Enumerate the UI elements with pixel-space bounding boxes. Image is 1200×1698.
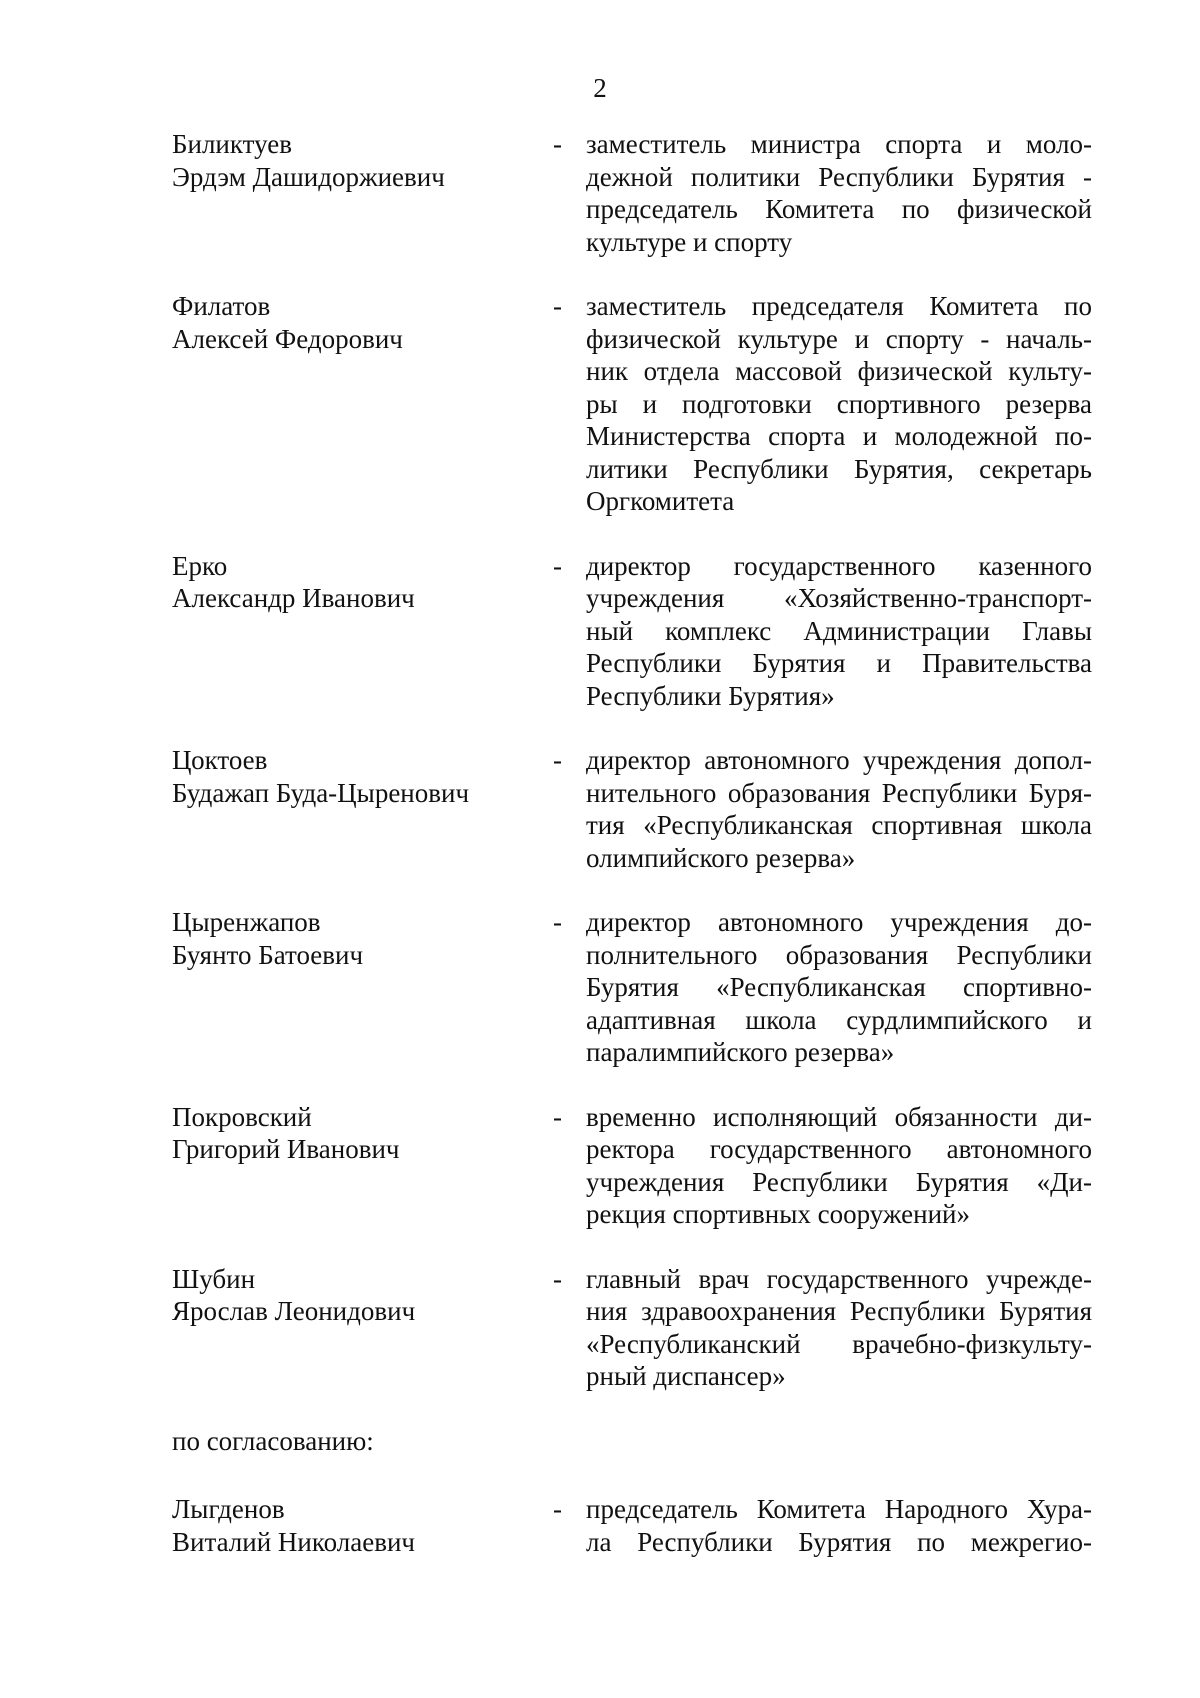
member-position-line: председатель Комитета по физической xyxy=(586,194,1092,224)
member-position-line: директор государственного казенного xyxy=(586,550,1092,581)
member-position xyxy=(586,744,1092,874)
member-entry xyxy=(172,744,1092,874)
member-given-name: Буянто Батоевич xyxy=(172,939,364,970)
member-given-name: Ярослав Леонидович xyxy=(172,1296,416,1326)
member-position-line: литики Республики Бурятия, секретарь xyxy=(586,453,1092,484)
member-position-line: рный диспансер» xyxy=(586,1361,786,1391)
member-surname: Шубин xyxy=(172,1263,256,1294)
agreement-label: по согласованию: xyxy=(172,1425,374,1456)
member-name xyxy=(172,1493,552,1558)
member-dash: - xyxy=(553,1101,562,1132)
member-position-line: олимпийского резерва» xyxy=(586,842,856,873)
member-given-name: Григорий Иванович xyxy=(172,1134,400,1164)
member-position xyxy=(586,550,1092,713)
member-position xyxy=(586,1101,1092,1231)
member-position-line: Республики Бурятия и Правительства xyxy=(586,648,1092,678)
member-position-line: паралимпийского резерва» xyxy=(586,1037,895,1067)
member-position-line: председатель Комитета Народного Хура- xyxy=(586,1494,1092,1524)
member-surname: Ерко xyxy=(172,550,228,581)
member-name xyxy=(172,906,552,971)
member-position xyxy=(586,290,1092,518)
member-position-line: физической культуре и спорту - началь- xyxy=(586,323,1092,354)
member-surname: Покровский xyxy=(172,1101,312,1132)
member-position-line: рекция спортивных сооружений» xyxy=(586,1199,970,1229)
member-position-line: ры и подготовки спортивного резерва xyxy=(586,388,1092,419)
member-dash: - xyxy=(553,1263,562,1294)
member-position-line: временно исполняющий обязанности ди- xyxy=(586,1101,1092,1132)
member-dash: - xyxy=(553,1494,562,1524)
member-position xyxy=(586,1263,1092,1393)
member-name xyxy=(172,290,552,355)
member-list xyxy=(172,128,1092,1590)
member-position-line: ния здравоохранения Республики Бурятия xyxy=(586,1296,1092,1326)
member-position-line: главный врач государственного учрежде- xyxy=(586,1263,1092,1294)
member-dash: - xyxy=(553,907,562,937)
member-surname: Цоктоев xyxy=(172,745,268,775)
member-entry xyxy=(172,1101,1092,1231)
member-position-line: заместитель министра спорта и моло- xyxy=(586,129,1092,159)
page-number: 2 xyxy=(593,73,607,103)
member-surname: Филатов xyxy=(172,291,271,321)
member-dash: - xyxy=(553,745,562,775)
member-surname: Лыгденов xyxy=(172,1494,285,1524)
member-position-line: учреждения Республики Бурятия «Ди- xyxy=(586,1166,1092,1197)
member-dash: - xyxy=(553,291,562,321)
member-given-name: Александр Иванович xyxy=(172,583,415,613)
member-name xyxy=(172,744,552,809)
member-position-line: адаптивная школа сурдлимпийского и xyxy=(586,1004,1092,1035)
member-given-name: Виталий Николаевич xyxy=(172,1526,415,1557)
member-position-line: Министерства спорта и молодежной по- xyxy=(586,421,1092,451)
member-name xyxy=(172,550,552,615)
member-given-name: Будажап Буда-Цыренович xyxy=(172,777,470,808)
member-position-line: «Республиканский врачебно-физкульту- xyxy=(586,1328,1092,1359)
member-name xyxy=(172,1101,552,1166)
member-dash: - xyxy=(553,129,562,159)
member-position xyxy=(586,128,1092,258)
member-position-line: культуре и спорту xyxy=(586,226,793,257)
member-dash: - xyxy=(553,550,562,581)
member-position-line: ла Республики Бурятия по межрегио- xyxy=(586,1526,1092,1557)
member-name xyxy=(172,128,552,193)
member-given-name: Алексей Федорович xyxy=(172,323,403,354)
member-position xyxy=(586,1493,1092,1558)
member-entry xyxy=(172,128,1092,258)
member-position-line: заместитель председателя Комитета по xyxy=(586,291,1092,321)
member-entry xyxy=(172,1263,1092,1393)
member-position-line: Республики Бурятия» xyxy=(586,680,835,711)
member-surname: Биликтуев xyxy=(172,129,292,159)
member-position-line: Оргкомитета xyxy=(586,486,735,516)
member-position-line: Бурятия «Республиканская спортивно- xyxy=(586,972,1092,1002)
member-entry xyxy=(172,550,1092,713)
member-position-line: ник отдела массовой физической культу- xyxy=(586,356,1092,386)
member-position-line: учреждения «Хозяйственно-транспорт- xyxy=(586,583,1092,613)
member-position-line: директор автономного учреждения до- xyxy=(586,907,1092,937)
member-name xyxy=(172,1263,552,1328)
member-entry xyxy=(172,906,1092,1069)
member-position-line: нительного образования Республики Буря- xyxy=(586,777,1092,808)
member-position-line: дежной политики Республики Бурятия - xyxy=(586,161,1092,192)
member-list-main xyxy=(172,128,1092,1393)
member-entry xyxy=(172,1493,1092,1558)
member-position-line: ный комплекс Администрации Главы xyxy=(586,615,1092,646)
member-given-name: Эрдэм Дашидоржиевич xyxy=(172,161,445,192)
member-position xyxy=(586,906,1092,1069)
member-entry xyxy=(172,290,1092,518)
member-surname: Цыренжапов xyxy=(172,907,321,937)
member-position-line: полнительного образования Республики xyxy=(586,939,1092,970)
member-position-line: тия «Республиканская спортивная школа xyxy=(586,810,1092,840)
member-list-agreed xyxy=(172,1493,1092,1558)
member-position-line: ректора государственного автономного xyxy=(586,1134,1092,1164)
member-position-line: директор автономного учреждения допол- xyxy=(586,745,1092,775)
